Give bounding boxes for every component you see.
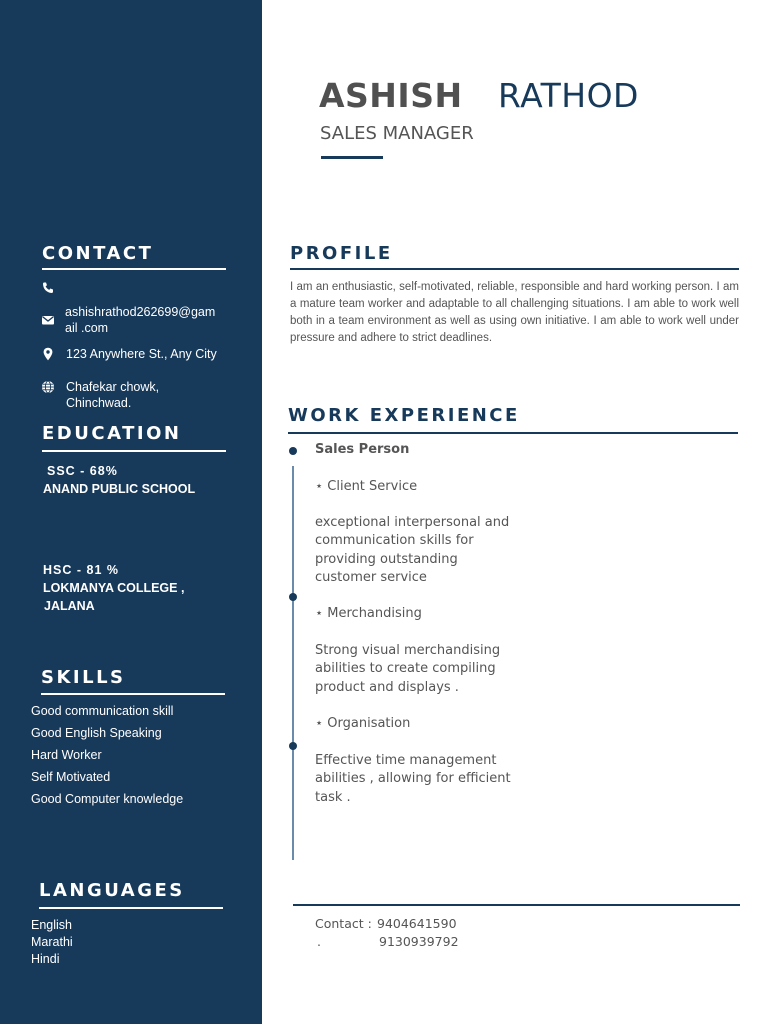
first-name: ASHISH: [319, 76, 463, 115]
language-item: Hindi: [31, 952, 60, 966]
languages-divider: [39, 907, 223, 909]
languages-heading: LANGUAGES: [39, 880, 185, 901]
footer-divider: [293, 904, 740, 906]
skill-item: Self Motivated: [31, 770, 111, 784]
education-ssc-school: ANAND PUBLIC SCHOOL: [43, 482, 196, 496]
experience-line: abilities to create compiling: [315, 661, 496, 677]
experience-line: exceptional interpersonal and: [315, 515, 510, 530]
map-pin-icon: [41, 347, 55, 361]
contact-location: [66, 379, 159, 411]
contact-email-line2: ail .com: [65, 321, 109, 335]
timeline-dot: [289, 742, 297, 750]
experience-section-title: ⋆ Client Service: [315, 479, 418, 494]
globe-icon: [41, 380, 55, 394]
job-title: SALES MANAGER: [320, 123, 474, 144]
profile-divider: [290, 268, 739, 270]
timeline-dot: [289, 447, 297, 455]
education-divider: [42, 450, 226, 452]
education-ssc-grade: SSC - 68%: [47, 464, 118, 478]
education-hsc-school: LOKMANYA COLLEGE ,: [43, 581, 185, 595]
work-experience-heading: WORK EXPERIENCE: [288, 405, 520, 426]
skills-heading: SKILLS: [41, 667, 126, 688]
profile-heading: PROFILE: [290, 243, 393, 264]
skills-divider: [41, 693, 225, 695]
experience-line: Strong visual merchandising: [315, 643, 501, 658]
experience-line: abilities , allowing for efficient: [315, 771, 511, 787]
skill-item: Hard Worker: [31, 748, 102, 762]
language-item: Marathi: [31, 935, 73, 949]
contact-address: 123 Anywhere St., Any City: [66, 347, 217, 361]
experience-section-body: [315, 752, 511, 807]
experience-section-title: ⋆ Organisation: [315, 716, 411, 731]
footer-phone-primary: 9404641590: [377, 916, 457, 931]
language-item: English: [31, 918, 72, 932]
education-hsc-grade: HSC - 81 %: [43, 563, 119, 577]
title-underline: [321, 156, 383, 159]
profile-text: I am an enthusiastic, self-motivated, reliable, responsible and hard working person. I am a mature team worker and adaptable to all challenging situations. I am able to work well both in a team environment as well as using own initiative. I am able to work well under pressure and adhere to strict deadlines.: [290, 281, 739, 344]
experience-line: providing outstanding: [315, 551, 458, 567]
contact-email: [65, 304, 215, 336]
work-experience-divider: [288, 432, 738, 434]
phone-icon: [41, 281, 55, 295]
timeline-dot: [289, 593, 297, 601]
experience-line: task .: [315, 789, 351, 805]
mail-icon: [41, 313, 55, 327]
contact-divider: [42, 268, 226, 270]
footer-dot: .: [317, 934, 321, 949]
footer-phone-secondary: 9130939792: [379, 934, 459, 949]
footer-contact-label: Contact :: [315, 916, 372, 931]
sidebar: [0, 0, 262, 1024]
contact-heading: CONTACT: [42, 243, 154, 264]
contact-email-line1: ashishrathod262699@gam: [65, 305, 216, 319]
education-hsc-school-city: JALANA: [44, 599, 95, 613]
experience-line: Effective time management: [315, 753, 497, 768]
experience-section-body: [315, 514, 509, 587]
skill-item: Good English Speaking: [31, 726, 162, 740]
experience-role: Sales Person: [315, 442, 410, 457]
experience-line: communication skills for: [315, 533, 474, 549]
last-name: RATHOD: [498, 76, 639, 115]
contact-location-line2: Chinchwad.: [66, 396, 132, 410]
experience-section-title: ⋆ Merchandising: [315, 606, 422, 621]
skill-item: Good communication skill: [31, 704, 174, 718]
contact-location-line1: Chafekar chowk,: [66, 380, 160, 394]
education-heading: EDUCATION: [42, 423, 182, 444]
experience-line: product and displays .: [315, 679, 459, 695]
skill-item: Good Computer knowledge: [31, 792, 184, 806]
experience-line: customer service: [315, 569, 427, 585]
experience-section-body: [315, 642, 500, 697]
timeline-line: [292, 466, 294, 860]
